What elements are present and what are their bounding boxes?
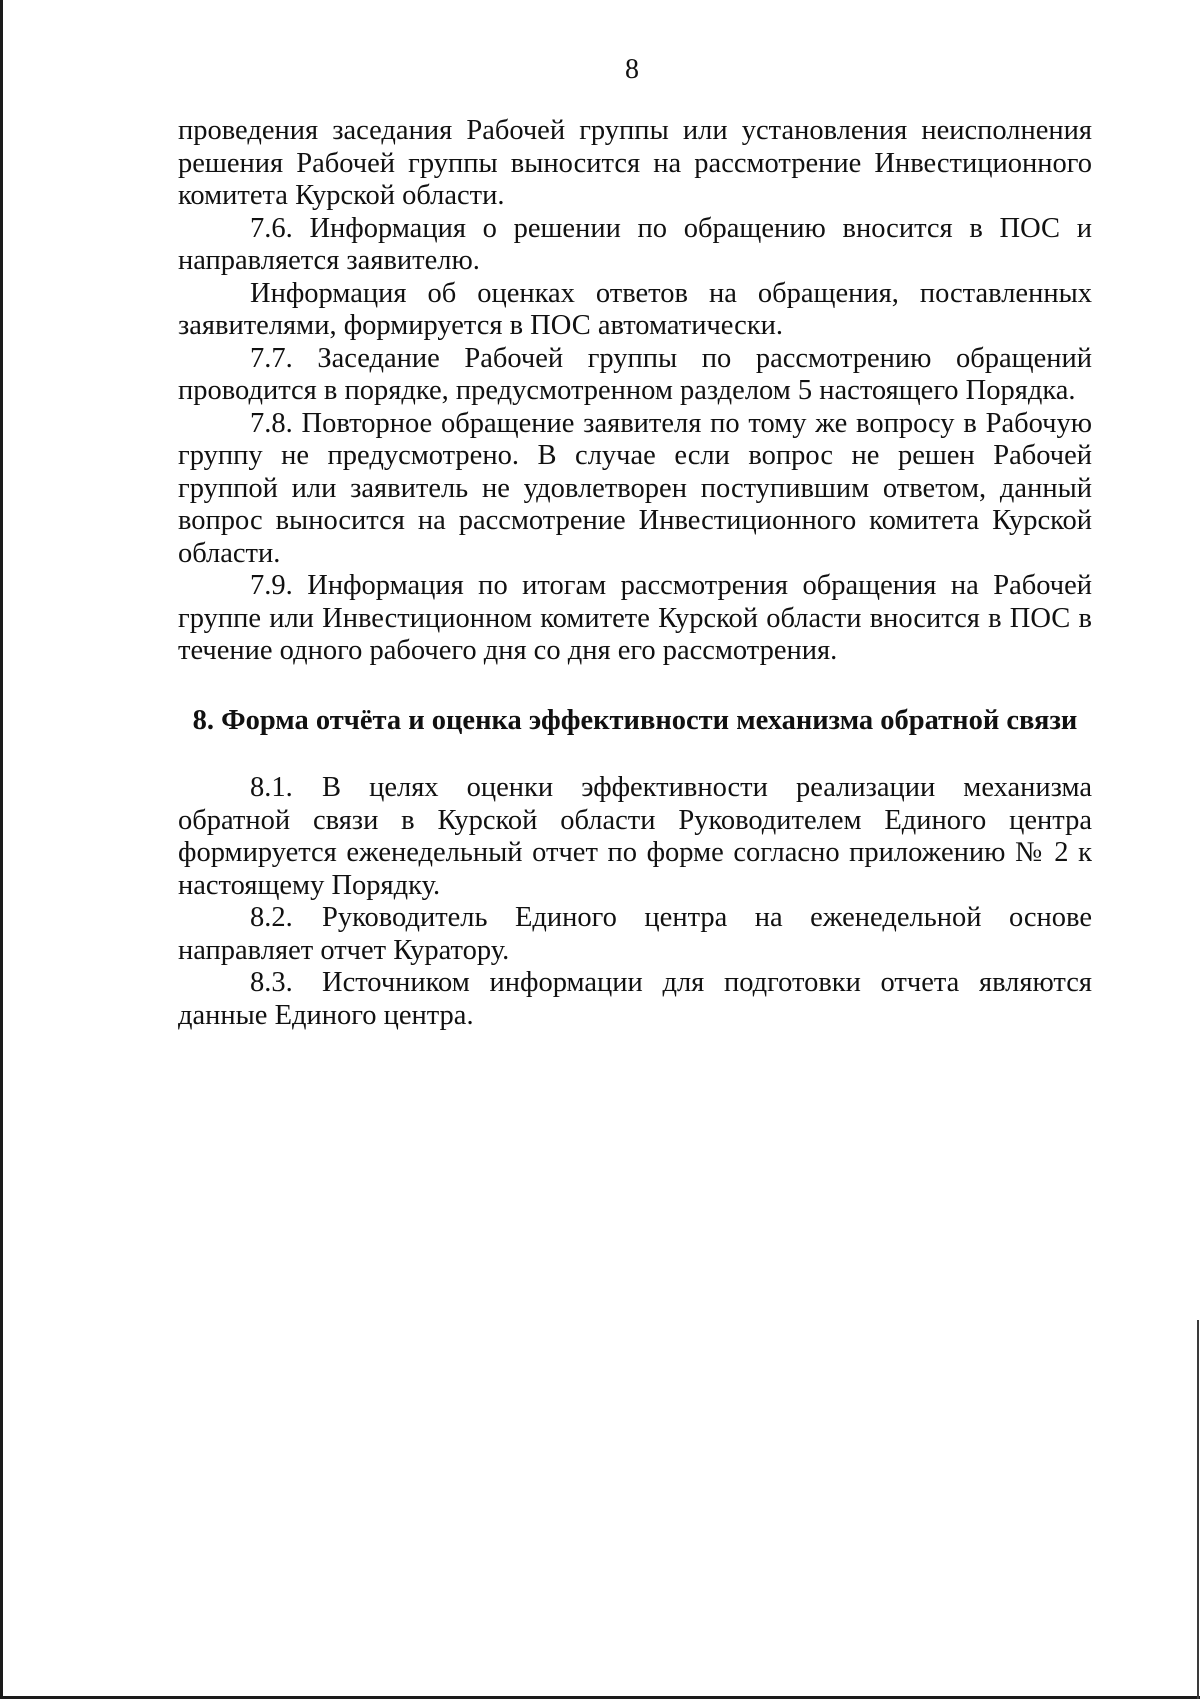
item-text: В целях оценки эффективности реализации механизма обратной связи в Курской области Руководителем Единого центра формируется еженедельный отчет по форме согласно приложению № 2 к настоящему Порядку. <box>178 772 1092 901</box>
item-number: 8.1. <box>250 772 293 803</box>
paragraph-7-8: 7.8. Повторное обращение заявителя по тому же вопросу в Рабочую группу не предусмотрено. В случае если вопрос не решен Рабочей группой или заявитель не удовлетворен поступившим ответом, данный вопрос выносится на рассмотрение Инвестиционного комитета Курской области. <box>178 407 1092 569</box>
item-number: 8.3. <box>250 967 293 998</box>
section-8-heading: 8. Форма отчёта и оценка эффективности механизма обратной связи <box>192 704 1078 736</box>
item-number: 8.2. <box>250 902 293 933</box>
paragraph-7-7: 7.7. Заседание Рабочей группы по рассмотрению обращений проводится в порядке, предусмотренном разделом 5 настоящего Порядка. <box>178 342 1092 406</box>
document-body <box>178 115 1092 1032</box>
paragraph-8-1 <box>178 772 1092 902</box>
page-number: 8 <box>625 54 639 85</box>
scan-border-left <box>0 0 3 1699</box>
paragraph-7-6-ratings: Информация об оценках ответов на обращения, поставленных заявителями, формируется в ПОС автоматически. <box>178 277 1092 341</box>
item-text: Руководитель Единого центра на еженедельной основе направляет отчет Куратору. <box>178 902 1092 966</box>
scan-border-right <box>1197 1320 1199 1699</box>
paragraph-7-6: 7.6. Информация о решении по обращению вносится в ПОС и направляется заявителю. <box>178 212 1092 276</box>
paragraph-8-2 <box>178 902 1092 967</box>
paragraph-7-9: 7.9. Информация по итогам рассмотрения обращения на Рабочей группе или Инвестиционном комитете Курской области вносится в ПОС в течение одного рабочего дня со дня его рассмотрения. <box>178 570 1092 666</box>
paragraph-continuation: проведения заседания Рабочей группы или установления неисполнения решения Рабочей группы выносится на рассмотрение Инвестиционного комитета Курской области. <box>178 115 1092 211</box>
item-text: Источником информации для подготовки отчета являются данные Единого центра. <box>178 967 1092 1031</box>
paragraph-8-3 <box>178 967 1092 1032</box>
